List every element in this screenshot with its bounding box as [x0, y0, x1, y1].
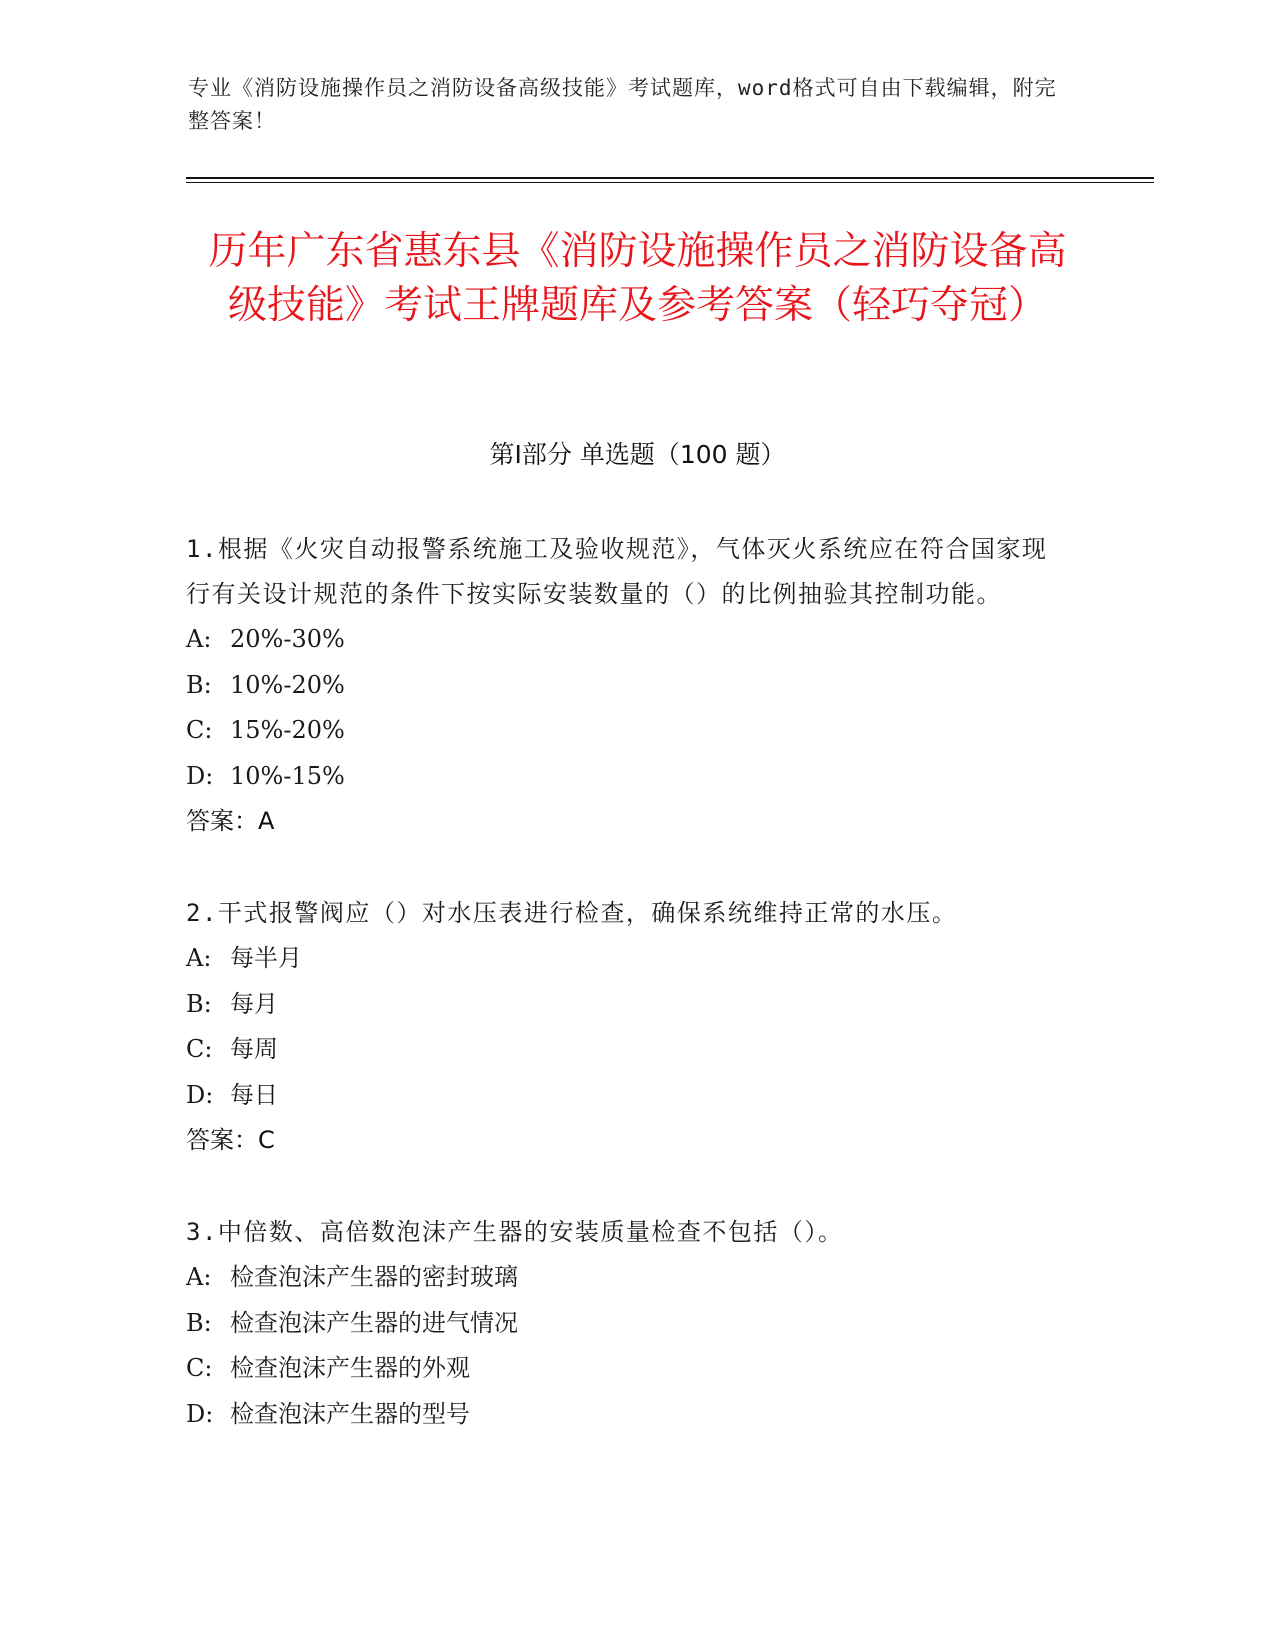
option-b	[186, 1301, 1066, 1347]
option-text: 10%-20%	[230, 670, 345, 699]
option-text: 15%-20%	[230, 716, 345, 744]
option-text: 检查泡沫产生器的密封玻璃	[230, 1263, 518, 1291]
option-a	[186, 1255, 1066, 1301]
question-2	[186, 891, 1066, 1163]
option-key: A:	[186, 944, 212, 972]
option-text: 每月	[230, 989, 278, 1018]
option-d	[186, 1073, 1066, 1119]
section-title: 第Ⅰ部分 单选题（100 题）	[489, 440, 786, 469]
option-key: B:	[186, 1308, 212, 1337]
option-text: 每半月	[230, 944, 302, 972]
option-text: 检查泡沫产生器的型号	[230, 1399, 470, 1428]
question-stem: 3.中倍数、高倍数泡沫产生器的安装质量检查不包括（）。	[186, 1218, 844, 1246]
option-d	[186, 754, 1066, 800]
option-key: A:	[186, 1263, 212, 1291]
option-b	[186, 663, 1066, 709]
document-title: 历年广东省惠东县《消防设施操作员之消防设备高级技能》考试王牌题库及参考答案（轻巧夺冠）	[208, 229, 1067, 328]
option-a	[186, 936, 1066, 982]
option-text: 检查泡沫产生器的外观	[230, 1354, 470, 1382]
question-1	[186, 527, 1066, 844]
option-key: D:	[186, 1399, 214, 1428]
question-list	[186, 527, 1066, 1484]
option-key: C:	[186, 1354, 213, 1382]
option-key: D:	[186, 761, 214, 790]
option-c	[186, 1027, 1066, 1073]
option-a	[186, 617, 1066, 663]
option-key: D:	[186, 1080, 214, 1109]
question-stem: 2.干式报警阀应（）对水压表进行检查，确保系统维持正常的水压。	[186, 899, 958, 927]
option-key: A:	[186, 625, 212, 653]
option-key: C:	[186, 1035, 213, 1063]
header-note: 专业《消防设施操作员之消防设备高级技能》考试题库，word格式可自由下载编辑，附完整答案！	[188, 76, 1057, 133]
header-divider-thin	[186, 182, 1154, 183]
option-text: 10%-15%	[230, 761, 345, 790]
option-key: B:	[186, 670, 212, 699]
option-c	[186, 708, 1066, 754]
option-text: 检查泡沫产生器的进气情况	[230, 1308, 518, 1337]
answer: 答案：C	[186, 1126, 275, 1154]
option-text: 每日	[230, 1080, 278, 1109]
option-key: B:	[186, 989, 212, 1018]
option-text: 20%-30%	[230, 625, 345, 653]
option-c	[186, 1346, 1066, 1392]
answer: 答案：A	[186, 807, 275, 835]
question-stem: 1.根据《火灾自动报警系统施工及验收规范》，气体灭火系统应在符合国家现行有关设计规范的条件下按实际安装数量的（）的比例抽验其控制功能。	[186, 535, 1048, 608]
option-key: C:	[186, 716, 213, 744]
question-3	[186, 1210, 1066, 1437]
header-divider-thick	[186, 177, 1154, 179]
option-b	[186, 982, 1066, 1028]
option-d	[186, 1392, 1066, 1438]
option-text: 每周	[230, 1035, 278, 1063]
